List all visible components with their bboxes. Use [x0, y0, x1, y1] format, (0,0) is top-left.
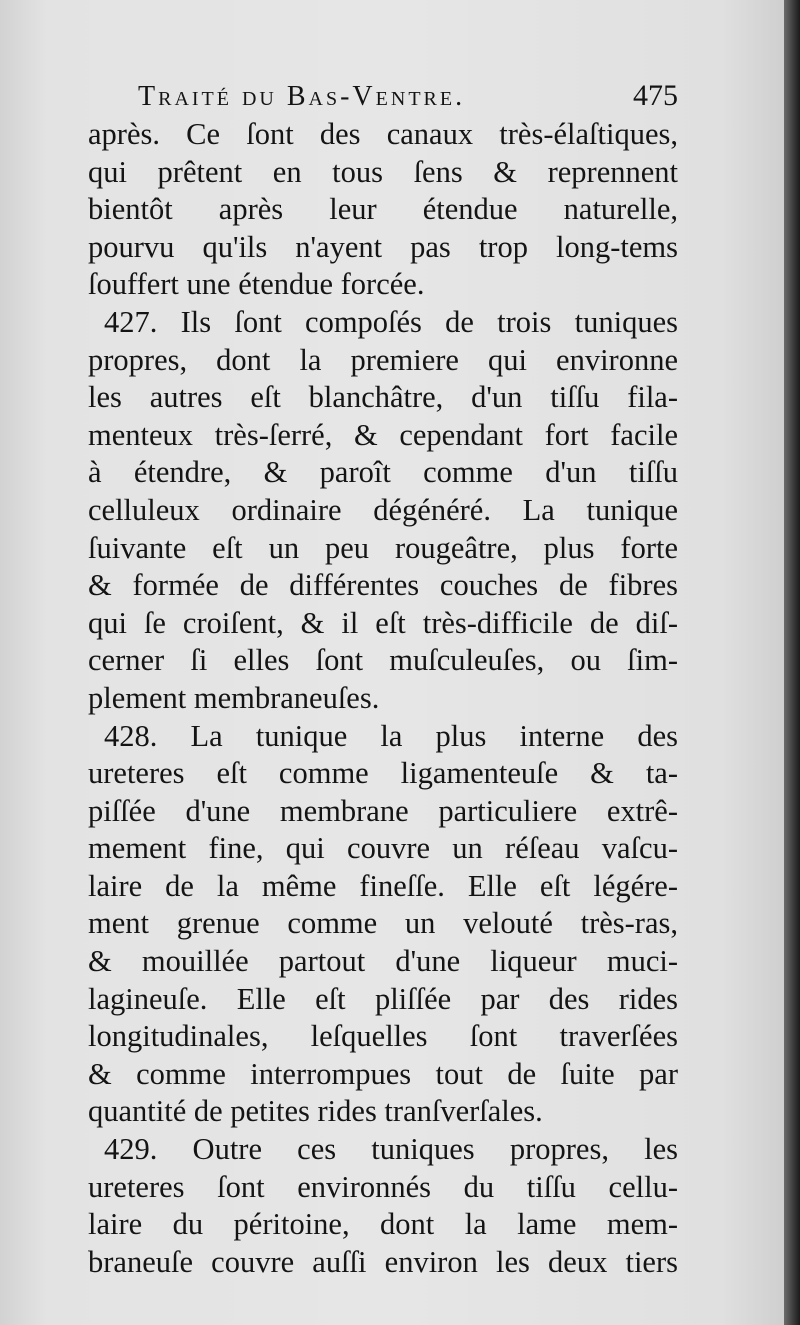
text-line: ſouffert une étendue forcée. [88, 267, 425, 302]
running-title: Traité du Bas-Ventre. [138, 81, 466, 112]
text-line: ment grenue comme un velouté très-ras, [88, 906, 678, 941]
text-line: piſſée d'une membrane particuliere extrê- [88, 793, 678, 828]
text-line: plement membraneuſes. [88, 680, 380, 715]
text-line: lagineuſe. Elle eſt pliſſée par des rides [88, 981, 678, 1016]
text-block [88, 76, 678, 1281]
text-line: mement fine, qui couvre un réſeau vaſcu- [88, 831, 678, 866]
text-line: & mouillée partout d'une liqueur muci- [88, 944, 678, 979]
text-line: 428. La tunique la plus interne des [104, 718, 678, 753]
text-line: qui prêtent en tous ſens & reprennent [88, 154, 678, 189]
text-line: quantité de petites rides tranſverſales. [88, 1094, 543, 1129]
text-line: longitudinales, leſquelles ſont traverſées [88, 1019, 678, 1054]
text-line: propres, dont la premiere qui environne [88, 342, 678, 377]
page-edge-shadow [784, 0, 800, 1325]
text-line: ureteres ſont environnés du tiſſu cellu- [88, 1169, 678, 1204]
text-line: celluleux ordinaire dégénéré. La tunique [88, 492, 678, 527]
text-line: laire du péritoine, dont la lame mem- [88, 1207, 678, 1242]
paragraph-428 [88, 718, 678, 1132]
page-number: 475 [633, 79, 678, 112]
paragraph-427 [88, 304, 678, 718]
text-line: braneuſe couvre auſſi environ les deux tiers [88, 1244, 678, 1279]
text-line: pourvu qu'ils n'ayent pas trop long-tems [88, 229, 678, 264]
paragraph-429 [88, 1131, 678, 1281]
text-line: ureteres eſt comme ligamenteuſe & ta- [88, 756, 678, 791]
text-line: laire de la même fineſſe. Elle eſt légére- [88, 868, 678, 903]
text-line: après. Ce ſont des canaux très-élaſtiques, [88, 117, 678, 151]
paragraph-continued [88, 116, 678, 304]
text-line: & comme interrompues tout de ſuite par [88, 1056, 678, 1091]
text-line: les autres eſt blanchâtre, d'un tiſſu fila- [88, 380, 678, 415]
text-line: qui ſe croiſent, & il eſt très-difficile de diſ- [88, 605, 678, 640]
text-line: ſuivante eſt un peu rougeâtre, plus forte [88, 530, 678, 565]
text-line: bientôt après leur étendue naturelle, [88, 192, 678, 227]
text-line: & formée de différentes couches de fibres [88, 568, 678, 603]
text-line: 427. Ils ſont compoſés de trois tuniques [104, 304, 678, 339]
text-line: cerner ſi elles ſont muſculeuſes, ou ſim- [88, 643, 678, 678]
text-line: 429. Outre ces tuniques propres, les [104, 1132, 678, 1167]
text-line: menteux très-ſerré, & cependant fort facile [88, 417, 678, 452]
text-line: à étendre, & paroît comme d'un tiſſu [88, 455, 678, 490]
running-header [88, 76, 678, 116]
